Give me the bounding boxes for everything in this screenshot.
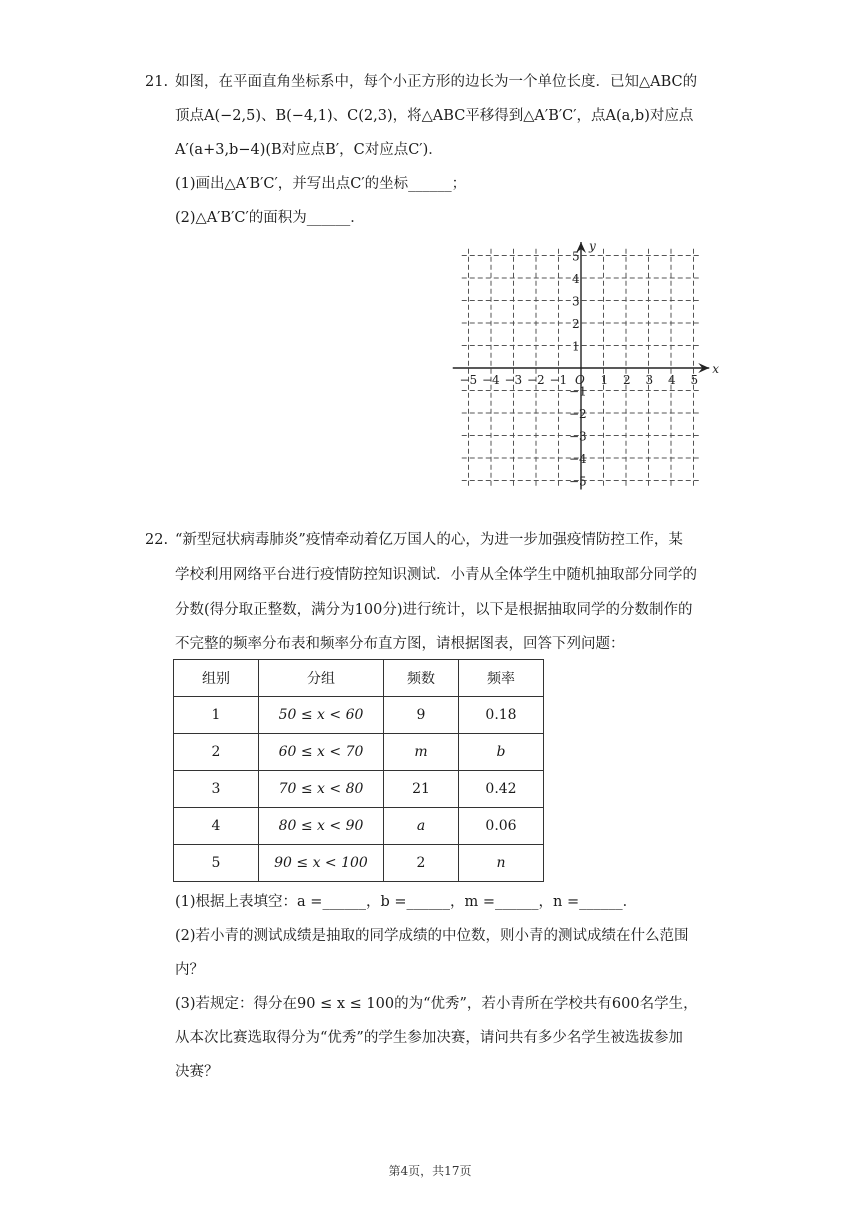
x-axis-label: x — [712, 362, 720, 376]
header-group: 组别 — [174, 660, 259, 697]
question-21-number: 21. — [145, 74, 169, 90]
x-tick-label: −3 — [504, 373, 523, 387]
table-cell: a — [384, 808, 459, 845]
header-frequency: 频率 — [459, 660, 544, 697]
table-cell: 2 — [174, 734, 259, 771]
x-tick-label: 1 — [600, 373, 609, 387]
table-cell: 0.06 — [459, 808, 544, 845]
y-tick-label: −4 — [569, 452, 587, 466]
table-cell: m — [384, 734, 459, 771]
question-22-part-3-line-1: (3)若规定：得分在90 ≤ x ≤ 100的为“优秀”，若小青所在学校共有600名学生， — [175, 996, 698, 1012]
coordinate-grid — [459, 239, 724, 489]
question-21-part-2: (2)△A′B′C′的面积为______． — [175, 210, 365, 226]
table-cell: 70 ≤ x < 80 — [259, 771, 384, 808]
table-cell: 90 ≤ x < 100 — [259, 845, 384, 882]
y-tick-label: 3 — [572, 294, 580, 309]
question-22-line-3: 分数(得分取正整数，满分为100分)进行统计，以下是根据抽取同学的分数制作的 — [175, 602, 693, 618]
question-22-part-3-line-3: 决赛？ — [175, 1064, 219, 1080]
x-tick-label: 4 — [668, 373, 676, 387]
y-tick-label: −1 — [569, 384, 587, 399]
y-axis-label: y — [589, 239, 596, 253]
table-row — [174, 734, 544, 771]
x-tick-label: −2 — [527, 373, 545, 387]
question-21-part-1: (1)画出△A′B′C′，并写出点C′的坐标______； — [175, 176, 467, 192]
table-cell: 5 — [174, 845, 259, 882]
x-tick-label: −4 — [482, 373, 500, 387]
y-tick-label: 1 — [572, 339, 580, 354]
question-21-line-3: A′(a+3,b−4)(B对应点B′，C对应点C′)． — [175, 142, 443, 158]
y-tick-label: −5 — [569, 474, 587, 489]
page-footer: 第4页，共17页 — [388, 1164, 472, 1178]
x-tick-label: −5 — [459, 373, 478, 387]
table-cell: 9 — [384, 697, 459, 734]
table-cell: 2 — [384, 845, 459, 882]
table-cell: 0.18 — [459, 697, 544, 734]
question-22-line-4: 不完整的频率分布表和频率分布直方图，请根据图表，回答下列问题： — [175, 636, 625, 652]
header-count: 频数 — [384, 660, 459, 697]
frequency-table — [173, 659, 544, 882]
question-21-line-1: 如图，在平面直角坐标系中，每个小正方形的边长为一个单位长度．已知△ABC的 — [175, 74, 698, 90]
question-22-line-1: “新型冠状病毒肺炎”疫情牵动着亿万国人的心，为进一步加强疫情防控工作，某 — [175, 532, 683, 548]
y-tick-label: −3 — [569, 429, 587, 444]
x-tick-label: 3 — [645, 373, 654, 387]
table-cell: 60 ≤ x < 70 — [259, 734, 384, 771]
table-cell: 3 — [174, 771, 259, 808]
x-tick-label: 5 — [690, 373, 699, 387]
table-cell: 1 — [174, 697, 259, 734]
table-cell: n — [459, 845, 544, 882]
table-row — [174, 771, 544, 808]
table-cell: 50 ≤ x < 60 — [259, 697, 384, 734]
table-cell: 0.42 — [459, 771, 544, 808]
question-22-number: 22. — [145, 532, 169, 548]
header-range: 分组 — [259, 660, 384, 697]
y-tick-label: 2 — [572, 317, 580, 331]
question-22-part-1: (1)根据上表填空：a =______，b =______，m =______，n =______． — [175, 894, 638, 910]
table-row — [174, 697, 544, 734]
y-tick-label: −2 — [569, 407, 587, 421]
x-tick-label: 2 — [623, 373, 631, 387]
table-row — [174, 808, 544, 845]
table-cell: 21 — [384, 771, 459, 808]
table-cell: b — [459, 734, 544, 771]
question-22-line-2: 学校利用网络平台进行疫情防控知识测试．小青从全体学生中随机抽取部分同学的 — [175, 567, 697, 583]
table-cell: 80 ≤ x < 90 — [259, 808, 384, 845]
question-22-part-2-line-1: (2)若小青的测试成绩是抽取的同学成绩的中位数，则小青的测试成绩在什么范围 — [175, 928, 689, 944]
x-tick-label: −1 — [549, 373, 568, 387]
question-21-line-2: 顶点A(−2,5)、B(−4,1)、C(2,3)，将△ABC平移得到△A′B′C′，点A(a,b)对应点 — [175, 108, 694, 124]
table-row — [174, 845, 544, 882]
y-tick-label: 5 — [572, 249, 580, 264]
question-22-part-2-line-2: 内？ — [175, 962, 204, 978]
tick-labels — [460, 239, 720, 489]
origin-label: O — [575, 373, 585, 387]
question-22-part-3-line-2: 从本次比赛选取得分为“优秀”的学生参加决赛，请问共有多少名学生被选拔参加 — [175, 1030, 683, 1046]
y-tick-label: 4 — [572, 272, 580, 286]
table-header-row — [174, 660, 544, 697]
table-cell: 4 — [174, 808, 259, 845]
